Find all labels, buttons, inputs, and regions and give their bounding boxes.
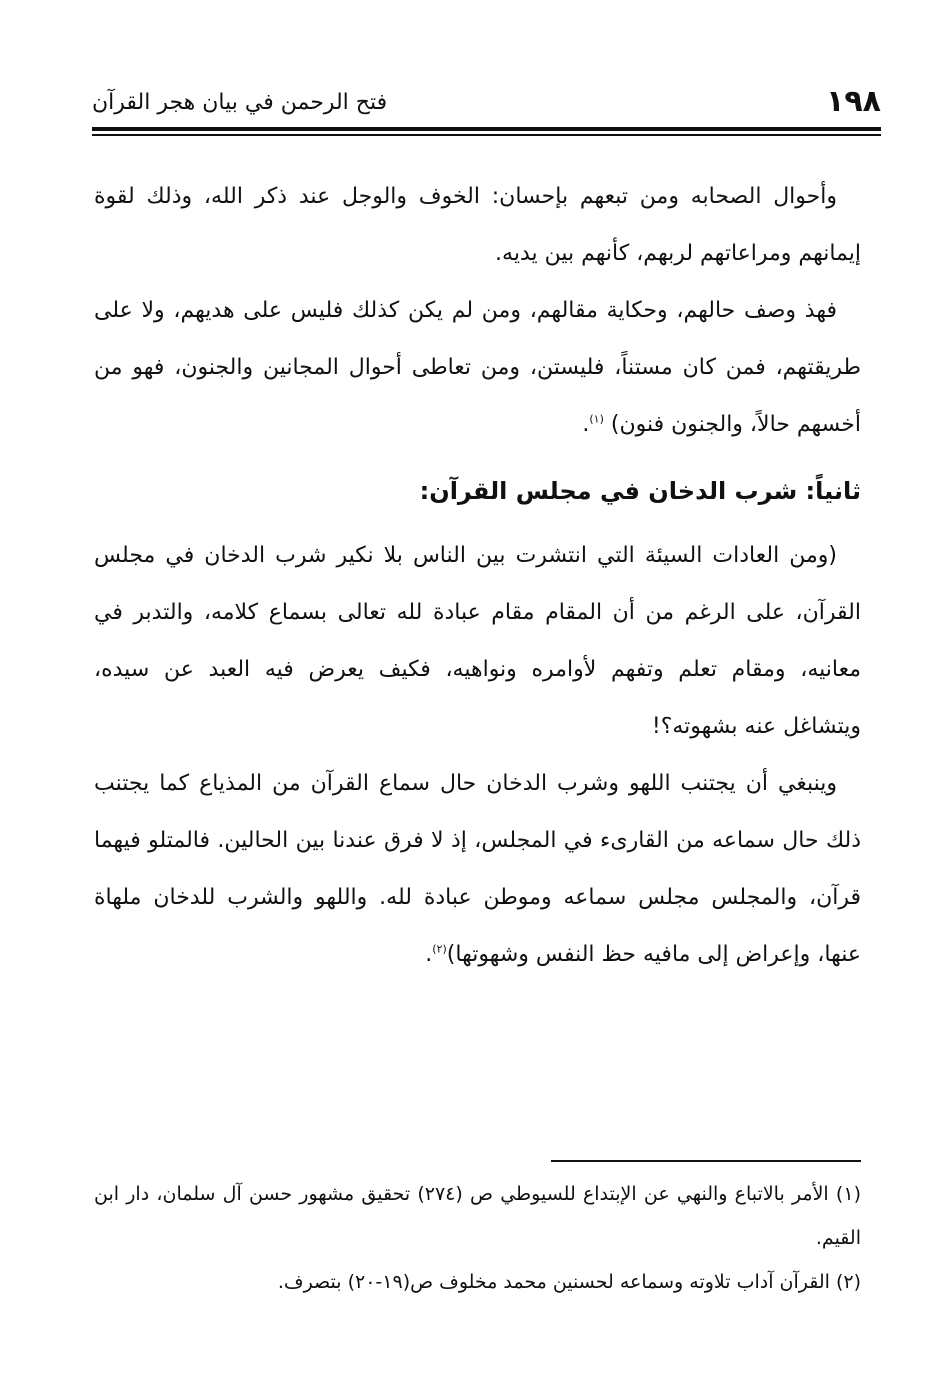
paragraph-text: وأحوال الصحابه ومن تبعهم بإحسان: الخوف والوجل عند ذكر الله، وذلك لقوة إيمانهم ومراعاتهم لربهم، كأنهم بين يديه. xyxy=(94,184,861,266)
section-heading: ثانياً: شرب الدخان في مجلس القرآن: xyxy=(419,477,861,505)
footnote-separator xyxy=(551,1160,861,1162)
header-rule-thick xyxy=(92,127,881,131)
main-text xyxy=(94,168,861,983)
paragraph-text: فهذ وصف حالهم، وحكاية مقالهم، ومن لم يكن كذلك فليس على هديهم، ولا على طريقتهم، فمن كان مستناً، فليستن، ومن تعاطى أحوال المجانين والجنون، فهو من أخسهم حالاً، والجنون فنون) xyxy=(94,298,861,437)
paragraph xyxy=(94,168,861,282)
footnote: (٢) القرآن آداب تلاوته وسماعه لحسنين محمد مخلوف ص(١٩-٢٠) بتصرف. xyxy=(277,1271,861,1293)
footnote: (١) الأمر بالاتباع والنهي عن الإبتداع للسيوطي ص (٢٧٤) تحقيق مشهور حسن آل سلمان، دار ابن القيم. xyxy=(94,1183,861,1249)
running-title: فتح الرحمن في بيان هجر القرآن xyxy=(92,90,388,115)
paragraph: وينبغي أن يجتنب اللهو وشرب الدخان حال سماع القرآن من المذياع كما يجتنب ذلك حال سماعه من القارىء في المجلس، إذ لا فرق عندنا بين الحالين. فالمتلو فيهما قرآن، والمجلس مجلس سماعه وموطن عبادة لله. واللهو والشرب للدخان ملهاة عنها، وإعراض إلى مافيه حظ النفس وشهوتها)$^{(٢)}$. xyxy=(94,771,861,967)
footnote-reference: (٢) xyxy=(432,942,447,956)
page-header xyxy=(92,82,881,124)
paragraph-text: (ومن العادات السيئة التي انتشرت بين الناس بلا نكير شرب الدخان في مجلس القرآن، على الرغم من أن المقام مقام عبادة لله تعالى بسماع كلامه، والتدبر في معانيه، ومقام تعلم وتفهم لأوامره ونواهيه، فكيف يعرض فيه العبد عن سيده، ويتشاغل عنه بشهوته؟! xyxy=(94,543,861,739)
header-rule-thin xyxy=(92,134,881,136)
paragraph xyxy=(94,527,861,755)
paragraph: فهذ وصف حالهم، وحكاية مقالهم، ومن لم يكن كذلك فليس على هديهم، ولا على طريقتهم، فمن كان مستناً، فليستن، ومن تعاطى أحوال المجانين والجنون، فهو من أخسهم حالاً، والجنون فنون) $^{(١)}$. xyxy=(94,298,861,437)
footnotes xyxy=(94,1172,861,1304)
paragraph-text: وينبغي أن يجتنب اللهو وشرب الدخان حال سماع القرآن من المذياع كما يجتنب ذلك حال سماعه من القارىء في المجلس، إذ لا فرق عندنا بين الحالين. فالمتلو فيهما قرآن، والمجلس مجلس سماعه وموطن عبادة لله. واللهو والشرب للدخان ملهاة عنها، وإعراض إلى مافيه حظ النفس وشهوتها) xyxy=(94,771,861,967)
page-number: ١٩٨ xyxy=(826,84,881,119)
footnote-reference: (١) xyxy=(589,412,604,426)
